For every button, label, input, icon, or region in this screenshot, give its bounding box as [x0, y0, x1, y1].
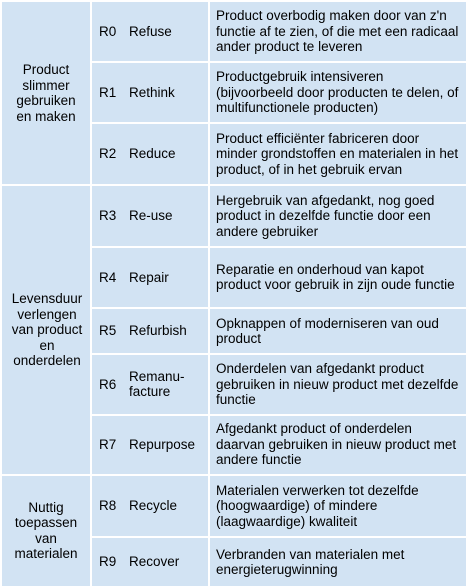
- strategy-name: Repurpose: [129, 436, 196, 452]
- group-label: Nuttig toepassen van materialen: [14, 499, 78, 562]
- strategy-name: Recover: [129, 554, 180, 570]
- strategy-name: Recycle: [129, 498, 178, 514]
- table-row: [1, 1, 466, 62]
- strategy-cell: [91, 354, 209, 414]
- group-cell-nuttig-toepassen: [1, 475, 91, 587]
- strategy-code: R3: [99, 208, 117, 224]
- group-cell-product-slimmer: [1, 1, 91, 185]
- strategy-description: Onderdelen van afgedankt product gebruiken in nieuw product met dezelfde functie: [209, 354, 466, 414]
- strategy-description: Materialen verwerken tot dezelfde (hoogwaardige) of mindere (laagwaardige) kwaliteit: [209, 475, 466, 537]
- strategy-cell: [91, 185, 209, 246]
- strategy-description: Reparatie en onderhoud van kapot product voor gebruik in zijn oude functie: [209, 247, 466, 308]
- strategy-description: Product efficiënter fabriceren door minder grondstoffen en materialen in het product, of in het gebruik ervan: [209, 123, 466, 185]
- table-row: [1, 475, 466, 537]
- strategy-name: Rethink: [129, 84, 175, 100]
- strategy-code: R7: [99, 436, 117, 452]
- strategy-name: Repair: [129, 269, 169, 285]
- strategy-description: Verbranden van materialen met energieterugwinning: [209, 537, 466, 587]
- strategy-code: R0: [99, 23, 117, 39]
- strategy-description: Product overbodig maken door van z'n functie af te zien, of die met een radicaal ander product te leveren: [209, 1, 466, 62]
- strategy-cell: [91, 308, 209, 354]
- strategy-description: Opknappen of moderniseren van oud product: [209, 308, 466, 354]
- strategy-code: R9: [99, 554, 117, 570]
- strategy-description: Productgebruik intensiveren (bijvoorbeeld door producten te delen, of multifunctionele producten): [209, 62, 466, 122]
- strategy-cell: [91, 415, 209, 475]
- strategy-code: R8: [99, 498, 117, 514]
- strategy-code: R5: [99, 323, 117, 339]
- strategy-description: Hergebruik van afgedankt, nog goed product in dezelfde functie door een andere gebruiker: [209, 185, 466, 246]
- table-row: [1, 185, 466, 246]
- strategy-cell: [91, 537, 209, 587]
- group-cell-levensduur: [1, 185, 91, 475]
- strategy-cell: [91, 1, 209, 62]
- strategy-cell: [91, 123, 209, 185]
- strategy-code: R4: [99, 269, 117, 285]
- strategy-cell: [91, 247, 209, 308]
- strategy-name: Remanu-facture: [129, 369, 185, 400]
- strategy-name: Refuse: [129, 23, 172, 39]
- group-label: Levensduur verlengen van product en onderdelen: [11, 291, 83, 369]
- strategy-code: R6: [99, 376, 117, 392]
- strategy-name: Re-use: [129, 208, 173, 224]
- group-label: Product slimmer gebruiken en maken: [16, 62, 76, 124]
- strategy-name: Refurbish: [129, 323, 187, 339]
- strategy-cell: [91, 62, 209, 122]
- strategy-code: R2: [99, 146, 117, 162]
- strategy-cell: [91, 475, 209, 537]
- strategy-description: Afgedankt product of onderdelen daarvan gebruiken in nieuw product met andere functie: [209, 415, 466, 475]
- strategy-code: R1: [99, 84, 117, 100]
- strategy-name: Reduce: [129, 146, 176, 162]
